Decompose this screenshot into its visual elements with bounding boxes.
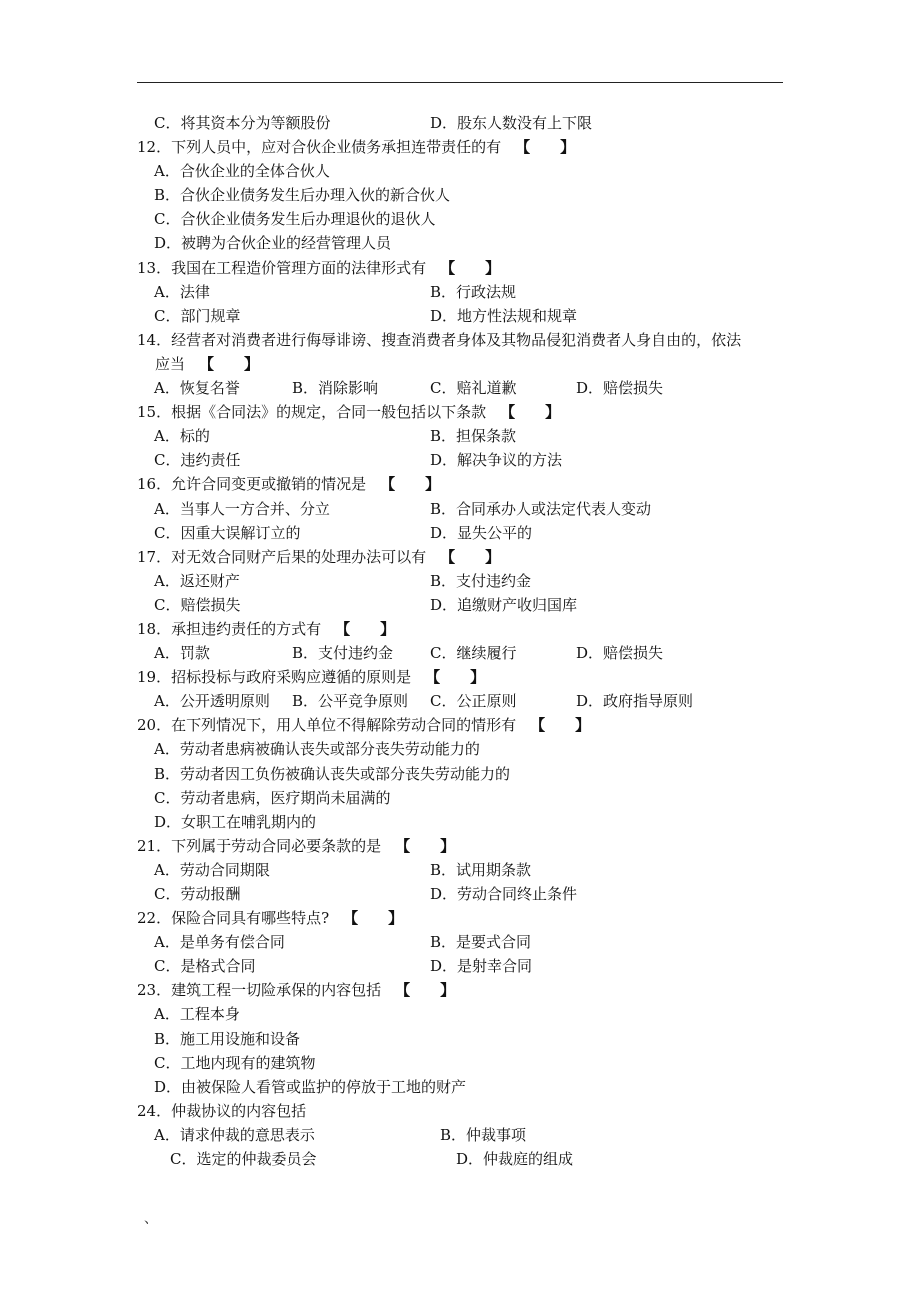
header-rule — [137, 82, 783, 83]
answer-bracket: 【 】 — [440, 547, 501, 566]
q15-option-d: D．解决争议的方法 — [430, 451, 563, 470]
q22-option-c: C．是格式合同 — [154, 957, 256, 976]
q24-options-ab — [137, 1123, 797, 1147]
q23-option-d: D．由被保险人看管或监护的停放于工地的财产 — [154, 1077, 467, 1096]
q18-option-b: B．支付违约金 — [292, 644, 394, 663]
q13-options-cd — [137, 304, 797, 328]
q13-option-a: A．法律 — [154, 282, 210, 301]
q11-option-d: D．股东人数没有上下限 — [430, 114, 593, 132]
q15-option-b: B．担保条款 — [430, 427, 517, 446]
q21-options-cd — [137, 882, 797, 906]
answer-bracket: 【 】 — [530, 716, 591, 735]
q18-stem — [137, 617, 797, 641]
q21-option-d: D．劳动合同终止条件 — [430, 885, 578, 903]
q14-stem2-text: 应当 — [155, 354, 186, 373]
q19-option-d: D．政府指导原则 — [576, 692, 694, 711]
q12-option-a: A．合伙企业的全体合伙人 — [154, 162, 330, 181]
q17-option-c: C．赔偿损失 — [154, 595, 241, 614]
q14-option-c: C．赔礼道歉 — [430, 379, 517, 398]
q14-option-b: B．消除影响 — [292, 379, 379, 398]
q13-option-c: C．部门规章 — [154, 306, 241, 325]
q11-option-c: C．将其资本分为等额股份 — [154, 114, 331, 132]
q12-stem-text: 12．下列人员中，应对合伙企业债务承担连带责任的有 — [137, 138, 502, 157]
q21-stem-text: 21．下列属于劳动合同必要条款的是 — [137, 836, 382, 855]
q22-stem-text: 22．保险合同具有哪些特点? — [137, 909, 330, 928]
q15-stem-text: 15．根据《合同法》的规定，合同一般包括以下条款 — [137, 403, 487, 422]
q20-stem — [137, 713, 797, 737]
q24-option-d: D．仲裁庭的组成 — [456, 1150, 574, 1169]
q17-stem-text: 17．对无效合同财产后果的处理办法可以有 — [137, 547, 427, 566]
q16-option-d: D．显失公平的 — [430, 523, 533, 542]
q16-option-a: A．当事人一方合并、分立 — [154, 499, 330, 518]
q24-options-cd — [137, 1147, 797, 1171]
answer-bracket: 【 】 — [500, 403, 561, 422]
q20-option-c: C．劳动者患病，医疗期尚未届满的 — [154, 788, 391, 807]
q14-stem: 14．经营者对消费者进行侮辱诽谤、搜查消费者身体及其物品侵犯消费者人身自由的，依法 — [137, 330, 742, 349]
q19-stem — [137, 665, 797, 689]
q22-stem — [137, 906, 797, 930]
q11-options — [137, 111, 797, 135]
q18-option-d: D．赔偿损失 — [576, 644, 664, 663]
q18-options — [137, 641, 797, 665]
footer-mark: 、 — [144, 1211, 158, 1227]
q16-stem-text: 16．允许合同变更或撤销的情况是 — [137, 475, 367, 494]
q17-option-a: A．返还财产 — [154, 571, 240, 590]
q17-options-cd — [137, 593, 797, 617]
q22-options-ab — [137, 930, 797, 954]
q15-option-a: A．标的 — [154, 427, 210, 446]
q16-option-b: B．合同承办人或法定代表人变动 — [430, 499, 652, 518]
answer-bracket: 【 】 — [425, 668, 486, 687]
q15-stem — [137, 400, 797, 424]
q13-option-d: D．地方性法规和规章 — [430, 306, 578, 325]
q19-option-c: C．公正原则 — [430, 692, 517, 711]
q13-stem — [137, 256, 797, 280]
q12-option-d: D．被聘为合伙企业的经营管理人员 — [154, 234, 392, 253]
answer-bracket: 【 】 — [335, 619, 396, 638]
q12-option-b: B．合伙企业债务发生后办理入伙的新合伙人 — [154, 186, 451, 205]
q16-options-cd — [137, 521, 797, 545]
q14-options — [137, 376, 797, 400]
q24-option-b: B．仲裁事项 — [440, 1125, 527, 1144]
q15-options-ab — [137, 424, 797, 448]
q24-option-c: C．选定的仲裁委员会 — [170, 1150, 317, 1169]
q23-stem — [137, 978, 797, 1002]
q20-option-a: A．劳动者患病被确认丧失或部分丧失劳动能力的 — [154, 740, 480, 759]
q13-stem-text: 13．我国在工程造价管理方面的法律形式有 — [137, 258, 427, 277]
q21-options-ab — [137, 858, 797, 882]
answer-bracket: 【 】 — [199, 354, 260, 373]
q19-option-b: B．公平竞争原则 — [292, 692, 409, 711]
q13-option-b: B．行政法规 — [430, 282, 517, 301]
q20-stem-text: 20．在下列情况下，用人单位不得解除劳动合同的情形有 — [137, 716, 517, 735]
q23-stem-text: 23．建筑工程一切险承保的内容包括 — [137, 981, 382, 1000]
answer-bracket: 【 】 — [515, 138, 576, 157]
q15-options-cd — [137, 448, 797, 472]
q20-option-b: B．劳动者因工负伤被确认丧失或部分丧失劳动能力的 — [154, 764, 511, 783]
q16-stem — [137, 472, 797, 496]
q17-option-d: D．追缴财产收归国库 — [430, 595, 578, 614]
q17-stem — [137, 545, 797, 569]
q23-option-c: C．工地内现有的建筑物 — [154, 1053, 316, 1072]
q12-stem — [137, 135, 797, 159]
q19-option-a: A．公开透明原则 — [154, 692, 270, 711]
q17-options-ab — [137, 569, 797, 593]
q21-stem — [137, 834, 797, 858]
answer-bracket: 【 】 — [380, 475, 441, 494]
q19-options — [137, 689, 797, 713]
q15-option-c: C．违约责任 — [154, 451, 241, 470]
q14-option-d: D．赔偿损失 — [576, 379, 664, 398]
q18-option-c: C．继续履行 — [430, 644, 517, 663]
q17-option-b: B．支付违约金 — [430, 571, 532, 590]
q13-options-ab — [137, 280, 797, 304]
q23-option-b: B．施工用设施和设备 — [154, 1029, 301, 1048]
q14-option-a: A．恢复名誉 — [154, 379, 240, 398]
question-list — [137, 111, 797, 1171]
answer-bracket: 【 】 — [395, 981, 456, 1000]
q16-options-ab — [137, 497, 797, 521]
answer-bracket: 【 】 — [395, 836, 456, 855]
q23-option-a: A．工程本身 — [154, 1005, 240, 1024]
q21-option-c: C．劳动报酬 — [154, 885, 241, 903]
q21-option-a: A．劳动合同期限 — [154, 860, 270, 879]
q14-stem-continuation — [137, 352, 797, 376]
answer-bracket: 【 】 — [440, 258, 501, 277]
q22-options-cd — [137, 954, 797, 978]
q18-stem-text: 18．承担违约责任的方式有 — [137, 619, 322, 638]
q18-option-a: A．罚款 — [154, 644, 210, 663]
q22-option-b: B．是要式合同 — [430, 933, 532, 952]
q19-stem-text: 19．招标投标与政府采购应遵循的原则是 — [137, 668, 412, 687]
q22-option-d: D．是射幸合同 — [430, 957, 533, 976]
q24-option-a: A．请求仲裁的意思表示 — [154, 1125, 315, 1144]
q24-stem: 24．仲裁协议的内容包括 — [137, 1101, 307, 1120]
q22-option-a: A．是单务有偿合同 — [154, 933, 285, 952]
q20-option-d: D．女职工在哺乳期内的 — [154, 812, 317, 831]
q21-option-b: B．试用期条款 — [430, 860, 532, 879]
answer-bracket: 【 】 — [343, 909, 404, 928]
q16-option-c: C．因重大误解订立的 — [154, 523, 301, 542]
q12-option-c: C．合伙企业债务发生后办理退伙的退伙人 — [154, 210, 436, 229]
